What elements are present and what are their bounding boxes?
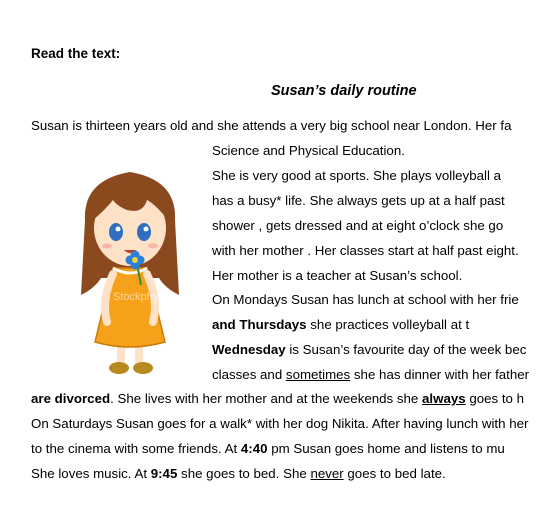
text-line-10 [212,342,526,358]
text-line-15 [31,466,446,482]
bold-wednesday: Wednesday [212,342,286,357]
bold-underlined-always: always [422,391,466,406]
right-eye-highlight [144,227,149,232]
text-line-9 [212,317,469,333]
right-eye [137,223,151,241]
bold-divorced: are divorced [31,391,111,406]
underlined-never: never [310,466,344,481]
text-line-4: has a busy* life. She always gets up at a half past [212,193,505,208]
text-span: she goes to bed. She [177,466,311,481]
text-span: classes and [212,367,286,382]
text-span: She loves music. At [31,466,151,481]
passage-title: Susan’s daily routine [271,83,417,99]
text-line-12 [31,391,524,407]
text-span: pm Susan goes home and listens to mu [267,441,505,456]
text-line-13: On Saturdays Susan goes for a walk* with her dog Nikita. After having lunch with her [31,416,529,431]
left-eye [109,223,123,241]
bold-days: and Thursdays [212,317,307,332]
text-span: goes to h [465,391,525,406]
text-span: is Susan’s favourite day of the week bec [285,342,527,357]
left-eye-highlight [116,227,121,232]
left-shoe [109,362,129,374]
text-line-14 [31,441,505,457]
text-line-3: She is very good at sports. She plays volleyball a [212,168,501,183]
text-line-1: Susan is thirteen years old and she attends a very big school near London. Her fa [31,118,512,133]
text-line-5: shower , gets dressed and at eight o’clock she go [212,218,504,233]
text-line-2: Science and Physical Education. [212,143,405,158]
text-line-6: with her mother . Her classes start at half past eight. [212,243,519,258]
instruction-heading: Read the text: [31,46,121,61]
girl-illustration [55,160,205,385]
text-line-11 [212,367,529,383]
text-span: . She lives with her mother and at the weekends she [110,391,423,406]
underlined-sometimes: sometimes [285,367,351,382]
text-span: to the cinema with some friends. At [31,441,241,456]
right-shoe [133,362,153,374]
text-span: goes to bed late. [343,466,446,481]
right-blush [148,244,158,249]
text-line-7: Her mother is a teacher at Susan’s school. [212,268,463,283]
text-span: she has dinner with her father [350,367,530,382]
left-blush [102,244,112,249]
bold-time-945: 9:45 [150,466,178,481]
text-span: she practices volleyball at t [306,317,470,332]
bold-time-440: 4:40 [240,441,268,456]
watermark-text: Stockphy [113,291,159,303]
text-line-8: On Mondays Susan has lunch at school with her frie [212,292,519,307]
